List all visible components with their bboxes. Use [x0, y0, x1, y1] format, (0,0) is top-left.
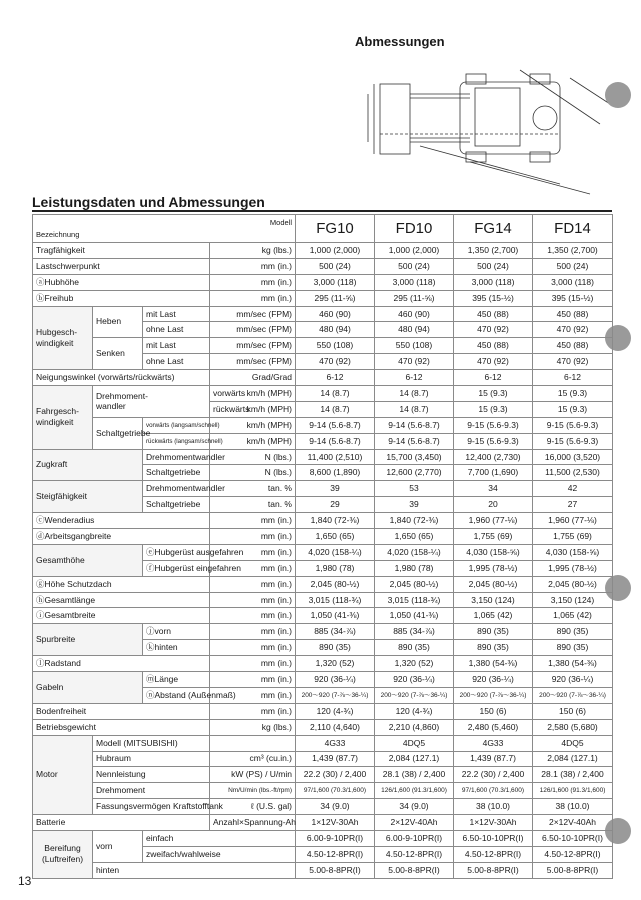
forklift-dimension-diagram	[360, 64, 620, 204]
table-cell: 450 (88)	[533, 338, 613, 354]
row-unit: mm (in.)	[210, 640, 296, 656]
table-cell: 3,015 (118-¾)	[296, 592, 375, 608]
table-cell: 470 (92)	[296, 354, 375, 370]
row-label: ⓓArbeitsgangbreite	[33, 529, 210, 545]
table-cell: 470 (92)	[454, 322, 533, 338]
table-cell: 6-12	[375, 370, 454, 386]
row-unit: mm (in.)	[210, 672, 296, 688]
table-row	[33, 576, 613, 592]
table-cell: 12,400 (2,730)	[454, 449, 533, 465]
table-cell: 12,600 (2,770)	[375, 465, 454, 481]
table-row	[33, 815, 613, 831]
table-cell: 4,020 (158-¼)	[296, 544, 375, 560]
table-cell: 4,030 (158-⅝)	[533, 544, 613, 560]
table-cell: 39	[375, 497, 454, 513]
table-cell: 150 (6)	[533, 703, 613, 719]
table-cell: 920 (36-¼)	[296, 672, 375, 688]
table-row	[33, 656, 613, 672]
row-unit: Nm/U/min (lbs.-ft/rpm)	[210, 783, 296, 799]
table-cell: 3,150 (124)	[533, 592, 613, 608]
sub-label: Schaltgetriebe	[143, 497, 210, 513]
table-cell: 500 (24)	[533, 258, 613, 274]
table-cell: 1,320 (52)	[296, 656, 375, 672]
table-cell: 2,210 (4,860)	[375, 719, 454, 735]
table-cell: 38 (10.0)	[454, 799, 533, 815]
table-cell: 2×12V-40Ah	[533, 815, 613, 831]
table-cell: 2×12V-40Ah	[375, 815, 454, 831]
row-unit: mm (in.)	[210, 258, 296, 274]
table-cell: 500 (24)	[454, 258, 533, 274]
table-cell: 39	[296, 481, 375, 497]
table-cell: 500 (24)	[375, 258, 454, 274]
table-cell: 890 (35)	[533, 624, 613, 640]
table-cell: 450 (88)	[533, 306, 613, 322]
bezeichnung-label: Bezeichnung	[36, 230, 80, 239]
table-cell: 2,045 (80-½)	[375, 576, 454, 592]
table-cell: 1,960 (77-⅛)	[454, 513, 533, 529]
table-cell: 200〜920 (7-⅞〜36-¼)	[296, 687, 375, 703]
table-cell: 1,960 (77-⅛)	[533, 513, 613, 529]
table-cell: 1,000 (2,000)	[375, 243, 454, 259]
row-unit: km/h (MPH)	[210, 417, 296, 433]
table-cell: 6.00-9-10PR(I)	[375, 830, 454, 846]
row-unit: kW (PS) / U/min	[210, 767, 296, 783]
table-cell: 3,150 (124)	[454, 592, 533, 608]
row-unit: km/h (MPH)	[246, 387, 292, 398]
table-cell: 9-15 (5.6-9.3)	[533, 417, 613, 433]
page-number: 13	[18, 874, 32, 888]
table-row	[33, 767, 613, 783]
table-cell: 20	[454, 497, 533, 513]
table-cell: 890 (35)	[454, 640, 533, 656]
row-unit: Grad/Grad	[210, 370, 296, 386]
table-cell: 200〜920 (7-⅞〜36-¼)	[533, 687, 613, 703]
table-cell: 38 (10.0)	[533, 799, 613, 815]
table-cell: 3,000 (118)	[454, 274, 533, 290]
table-row	[33, 703, 613, 719]
table-cell: 22.2 (30) / 2,400	[454, 767, 533, 783]
table-row	[33, 624, 613, 640]
sub-label: mit Last	[143, 306, 210, 322]
table-cell: 120 (4-¾)	[296, 703, 375, 719]
table-row	[33, 592, 613, 608]
table-cell: 460 (90)	[296, 306, 375, 322]
table-row	[33, 783, 613, 799]
table-cell: 1×12V-30Ah	[454, 815, 533, 831]
table-row	[33, 513, 613, 529]
title-rule	[32, 210, 612, 212]
table-cell: 11,500 (2,530)	[533, 465, 613, 481]
row-unit: mm (in.)	[210, 624, 296, 640]
table-cell: 97/1,600 (70.3/1,600)	[454, 783, 533, 799]
binder-hole	[605, 82, 631, 108]
table-cell: 34	[454, 481, 533, 497]
table-cell: 1,320 (52)	[375, 656, 454, 672]
row-unit: cm³ (cu.in.)	[210, 751, 296, 767]
table-cell: 9-14 (5.6-8.7)	[296, 433, 375, 449]
table-cell: 890 (35)	[296, 640, 375, 656]
row-unit: mm/sec (FPM)	[210, 338, 296, 354]
row-unit: N (lbs.)	[210, 449, 296, 465]
table-cell: 4G33	[454, 735, 533, 751]
table-row	[33, 243, 613, 259]
table-cell: 126/1,600 (91.3/1,600)	[375, 783, 454, 799]
table-cell: 1,755 (69)	[454, 529, 533, 545]
table-cell: 4.50-12-8PR(I)	[296, 846, 375, 862]
table-cell: 28.1 (38) / 2,400	[533, 767, 613, 783]
table-cell: 2,580 (5,680)	[533, 719, 613, 735]
table-cell: 550 (108)	[375, 338, 454, 354]
model-header: FG14	[454, 215, 533, 243]
row-unit: tan. %	[210, 481, 296, 497]
table-cell: 200〜920 (7-⅞〜36-¼)	[375, 687, 454, 703]
table-header-row	[33, 215, 613, 243]
sub-label: Drehmomentwandler	[143, 481, 210, 497]
table-row	[33, 672, 613, 688]
table-cell: 4DQ5	[533, 735, 613, 751]
row-label: Betriebsgewicht	[33, 719, 210, 735]
table-cell: 5.00-8-8PR(I)	[296, 862, 375, 878]
table-cell: 15 (9.3)	[533, 401, 613, 417]
row-label: ⓒWenderadius	[33, 513, 210, 529]
row-label: Bodenfreiheit	[33, 703, 210, 719]
table-row	[33, 306, 613, 322]
table-cell: 8,600 (1,890)	[296, 465, 375, 481]
page-heading: Abmessungen	[355, 34, 445, 49]
group-label-zugkraft: Zugkraft	[33, 449, 143, 481]
sub-label: zweifach/wahlweise	[143, 846, 296, 862]
table-cell: 4G33	[296, 735, 375, 751]
row-label: ⓘGesamtbreite	[33, 608, 210, 624]
table-cell: 1×12V-30Ah	[296, 815, 375, 831]
table-cell: 920 (36-¼)	[454, 672, 533, 688]
table-row	[33, 417, 613, 433]
sub-label: ⓙvorn	[143, 624, 210, 640]
table-cell: 470 (92)	[533, 354, 613, 370]
sub-label-senken: Senken	[93, 338, 143, 370]
direction-label: vorwärts (langsam/schnell)	[143, 417, 210, 433]
group-label-bereifung: Bereifung (Luftreifen)	[33, 830, 93, 878]
row-label: ⓛRadstand	[33, 656, 210, 672]
table-cell: 16,000 (3,520)	[533, 449, 613, 465]
table-cell: 4,020 (158-¼)	[375, 544, 454, 560]
table-cell: 2,110 (4,640)	[296, 719, 375, 735]
table-cell: 890 (35)	[454, 624, 533, 640]
row-label: Nennleistung	[93, 767, 210, 783]
table-cell: 15,700 (3,450)	[375, 449, 454, 465]
table-cell: 14 (8.7)	[296, 401, 375, 417]
table-cell: 450 (88)	[454, 306, 533, 322]
table-cell: 395 (15-½)	[533, 290, 613, 306]
table-cell: 9-15 (5.6-9.3)	[533, 433, 613, 449]
row-unit: mm/sec (FPM)	[210, 322, 296, 338]
model-header: FG10	[296, 215, 375, 243]
row-label: Modell (MITSUBISHI)	[93, 735, 210, 751]
header-corner	[33, 215, 296, 243]
table-cell: 1,995 (78-½)	[533, 560, 613, 576]
sub-label: hinten	[93, 862, 296, 878]
table-cell: 2,045 (80-½)	[454, 576, 533, 592]
table-cell: 15 (9.3)	[533, 386, 613, 402]
table-cell: 9-14 (5.6-8.7)	[375, 417, 454, 433]
row-label: Hubraum	[93, 751, 210, 767]
table-cell: 34 (9.0)	[375, 799, 454, 815]
table-cell: 14 (8.7)	[375, 401, 454, 417]
table-cell: 6.50-10-10PR(I)	[454, 830, 533, 846]
row-label: ⓗGesamtlänge	[33, 592, 210, 608]
row-unit: mm (in.)	[210, 703, 296, 719]
table-cell: 1,065 (42)	[533, 608, 613, 624]
table-row	[33, 481, 613, 497]
row-label: Lastschwerpunkt	[33, 258, 210, 274]
table-cell: 1,439 (87.7)	[296, 751, 375, 767]
table-cell: 1,995 (78-½)	[454, 560, 533, 576]
row-unit: mm (in.)	[210, 608, 296, 624]
table-cell: 200〜920 (7-⅞〜36-¼)	[454, 687, 533, 703]
table-row	[33, 544, 613, 560]
table-cell: 22.2 (30) / 2,400	[296, 767, 375, 783]
table-row	[33, 370, 613, 386]
table-cell: 97/1,600 (70.3/1,600)	[296, 783, 375, 799]
spec-table	[32, 214, 613, 879]
table-row	[33, 799, 613, 815]
table-cell: 480 (94)	[296, 322, 375, 338]
table-cell: 5.00-8-8PR(I)	[454, 862, 533, 878]
table-cell: 1,980 (78)	[375, 560, 454, 576]
table-cell: 3,015 (118-¾)	[375, 592, 454, 608]
table-cell: 4.50-12-8PR(I)	[454, 846, 533, 862]
model-header: FD14	[533, 215, 613, 243]
sub-label: ⓚhinten	[143, 640, 210, 656]
table-cell: 450 (88)	[454, 338, 533, 354]
table-cell: 6-12	[454, 370, 533, 386]
table-cell: 1,050 (41-⅜)	[296, 608, 375, 624]
table-cell: 1,000 (2,000)	[296, 243, 375, 259]
group-label-motor: Motor	[33, 735, 93, 814]
table-cell: 470 (92)	[454, 354, 533, 370]
table-cell: 4.50-12-8PR(I)	[375, 846, 454, 862]
table-cell: 480 (94)	[375, 322, 454, 338]
table-cell: 42	[533, 481, 613, 497]
sub-label: ⓜLänge	[143, 672, 210, 688]
table-cell: 395 (15-½)	[454, 290, 533, 306]
table-cell: 4,030 (158-⅝)	[454, 544, 533, 560]
table-cell: 1,840 (72-⅜)	[375, 513, 454, 529]
row-unit: mm (in.)	[210, 560, 296, 576]
row-unit: mm (in.)	[210, 687, 296, 703]
row-label: Batterie	[33, 815, 210, 831]
table-cell: 2,480 (5,460)	[454, 719, 533, 735]
table-cell: 15 (9.3)	[454, 401, 533, 417]
sub-label: ohne Last	[143, 354, 210, 370]
table-cell: 11,400 (2,510)	[296, 449, 375, 465]
row-unit: ℓ (U.S. gal)	[210, 799, 296, 815]
table-row	[33, 830, 613, 846]
row-unit: km/h (MPH)	[210, 433, 296, 449]
table-cell: 470 (92)	[375, 354, 454, 370]
sub-label: ⓝAbstand (Außenmaß)	[143, 687, 210, 703]
table-cell: 1,650 (65)	[375, 529, 454, 545]
modell-label: Modell	[269, 218, 292, 227]
table-cell: 460 (90)	[375, 306, 454, 322]
sub-label: Schaltgetriebe	[143, 465, 210, 481]
row-label: Neigungswinkel (vorwärts/rückwärts)	[33, 370, 210, 386]
row-unit: kg (lbs.)	[210, 719, 296, 735]
table-cell: 2,084 (127.1)	[375, 751, 454, 767]
table-cell: 1,050 (41-⅜)	[375, 608, 454, 624]
row-unit: mm (in.)	[210, 290, 296, 306]
table-cell: 550 (108)	[296, 338, 375, 354]
table-cell: 9-15 (5.6-9.3)	[454, 433, 533, 449]
direction-unit-cell	[210, 386, 296, 402]
sub-label-heben: Heben	[93, 306, 143, 338]
sub-label: ohne Last	[143, 322, 210, 338]
table-cell: 1,380 (54-⅜)	[533, 656, 613, 672]
table-cell: 6-12	[533, 370, 613, 386]
group-label-gesamthoehe: Gesamthöhe	[33, 544, 143, 576]
sub-label: ⓕHubgerüst eingefahren	[143, 560, 210, 576]
group-label-steigfaehigkeit: Steigfähigkeit	[33, 481, 143, 513]
table-cell: 9-14 (5.6-8.7)	[375, 433, 454, 449]
table-row	[33, 338, 613, 354]
table-cell: 126/1,600 (91.3/1,600)	[533, 783, 613, 799]
table-cell: 5.00-8-8PR(I)	[533, 862, 613, 878]
row-unit: mm (in.)	[210, 513, 296, 529]
table-cell: 14 (8.7)	[375, 386, 454, 402]
table-cell: 3,000 (118)	[533, 274, 613, 290]
sub-label: mit Last	[143, 338, 210, 354]
row-unit	[210, 735, 296, 751]
table-cell: 7,700 (1,690)	[454, 465, 533, 481]
table-row	[33, 719, 613, 735]
group-label-gabeln: Gabeln	[33, 672, 143, 704]
table-cell: 1,439 (87.7)	[454, 751, 533, 767]
table-cell: 6-12	[296, 370, 375, 386]
table-cell: 3,000 (118)	[375, 274, 454, 290]
sub-label-schaltgetriebe: Schaltgetriebe	[93, 417, 143, 449]
table-row	[33, 529, 613, 545]
table-row	[33, 258, 613, 274]
table-cell: 920 (36-¼)	[375, 672, 454, 688]
row-unit: mm (in.)	[210, 529, 296, 545]
table-cell: 890 (35)	[533, 640, 613, 656]
table-cell: 470 (92)	[533, 322, 613, 338]
sub-label-vorn: vorn	[93, 830, 143, 862]
table-cell: 34 (9.0)	[296, 799, 375, 815]
table-cell: 885 (34-⅞)	[296, 624, 375, 640]
sub-label-drehmomentwandler: Drehmoment- wandler	[93, 386, 210, 418]
row-unit: mm (in.)	[210, 592, 296, 608]
table-cell: 53	[375, 481, 454, 497]
row-unit: Anzahl×Spannung-Ah	[210, 815, 296, 831]
table-cell: 885 (34-⅞)	[375, 624, 454, 640]
table-cell: 3,000 (118)	[296, 274, 375, 290]
table-cell: 6.50-10-10PR(I)	[533, 830, 613, 846]
table-cell: 1,840 (72-⅜)	[296, 513, 375, 529]
group-label-fahr: Fahrgesch- windigkeit	[33, 386, 93, 450]
table-cell: 295 (11-⅝)	[296, 290, 375, 306]
table-cell: 27	[533, 497, 613, 513]
table-row	[33, 735, 613, 751]
table-cell: 920 (36-¼)	[533, 672, 613, 688]
row-unit: N (lbs.)	[210, 465, 296, 481]
table-row	[33, 449, 613, 465]
row-unit: km/h (MPH)	[246, 403, 292, 414]
table-cell: 15 (9.3)	[454, 386, 533, 402]
row-unit: mm/sec (FPM)	[210, 354, 296, 370]
table-cell: 2,045 (80-½)	[533, 576, 613, 592]
row-unit: mm/sec (FPM)	[210, 306, 296, 322]
table-cell: 28.1 (38) / 2,400	[375, 767, 454, 783]
table-cell: 1,650 (65)	[296, 529, 375, 545]
direction-label: rückwärts	[213, 403, 250, 414]
table-cell: 2,084 (127.1)	[533, 751, 613, 767]
table-cell: 5.00-8-8PR(I)	[375, 862, 454, 878]
table-row	[33, 862, 613, 878]
row-label: ⓐHubhöhe	[33, 274, 210, 290]
table-cell: 1,980 (78)	[296, 560, 375, 576]
table-cell: 2,045 (80-½)	[296, 576, 375, 592]
table-cell: 890 (35)	[375, 640, 454, 656]
table-cell: 6.00-9-10PR(I)	[296, 830, 375, 846]
table-cell: 1,065 (42)	[454, 608, 533, 624]
table-cell: 29	[296, 497, 375, 513]
table-row	[33, 290, 613, 306]
direction-label: vorwärts	[213, 387, 246, 398]
row-unit: tan. %	[210, 497, 296, 513]
direction-label: rückwärts (langsam/schnell)	[143, 433, 210, 449]
row-label: Drehmoment	[93, 783, 210, 799]
group-label-hub: Hubgesch- windigkeit	[33, 306, 93, 370]
model-header: FD10	[375, 215, 454, 243]
sub-label: einfach	[143, 830, 296, 846]
group-label-spurbreite: Spurbreite	[33, 624, 143, 656]
table-cell: 9-15 (5.6-9.3)	[454, 417, 533, 433]
table-row	[33, 751, 613, 767]
row-label: ⓖHöhe Schutzdach	[33, 576, 210, 592]
row-unit: kg (lbs.)	[210, 243, 296, 259]
sub-label: Drehmomentwandler	[143, 449, 210, 465]
table-cell: 1,755 (69)	[533, 529, 613, 545]
row-unit: mm (in.)	[210, 544, 296, 560]
row-unit: mm (in.)	[210, 576, 296, 592]
table-cell: 1,350 (2,700)	[533, 243, 613, 259]
row-unit: mm (in.)	[210, 274, 296, 290]
table-row	[33, 608, 613, 624]
table-row	[33, 274, 613, 290]
table-cell: 1,350 (2,700)	[454, 243, 533, 259]
row-label: ⓑFreihub	[33, 290, 210, 306]
table-row	[33, 386, 613, 402]
table-cell: 295 (11-⅝)	[375, 290, 454, 306]
table-cell: 150 (6)	[454, 703, 533, 719]
table-cell: 4.50-12-8PR(I)	[533, 846, 613, 862]
table-cell: 120 (4-¾)	[375, 703, 454, 719]
table-cell: 500 (24)	[296, 258, 375, 274]
row-label: Tragfähigkeit	[33, 243, 210, 259]
table-cell: 4DQ5	[375, 735, 454, 751]
sub-label: ⓔHubgerüst ausgefahren	[143, 544, 210, 560]
direction-unit-cell	[210, 401, 296, 417]
table-cell: 14 (8.7)	[296, 386, 375, 402]
table-cell: 1,380 (54-⅜)	[454, 656, 533, 672]
row-label: Fassungsvermögen Kraftstofftank	[93, 799, 210, 815]
table-cell: 9-14 (5.6-8.7)	[296, 417, 375, 433]
row-unit: mm (in.)	[210, 656, 296, 672]
section-title: Leistungsdaten und Abmessungen	[32, 194, 265, 210]
